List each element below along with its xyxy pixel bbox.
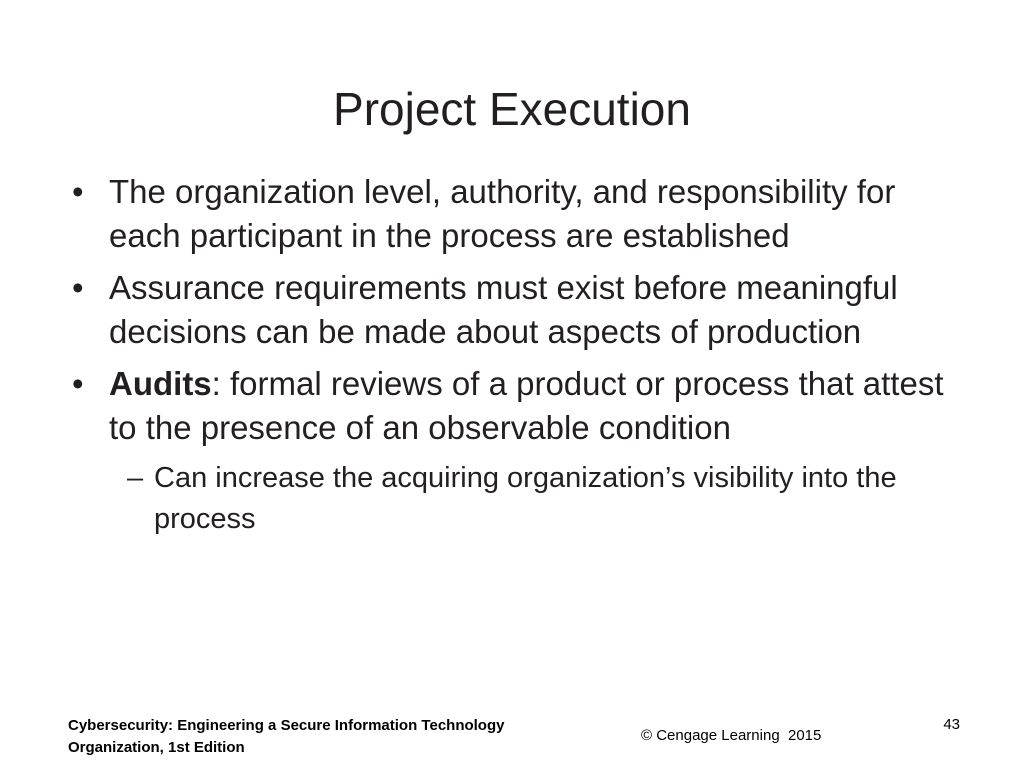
footer-book-line2: Organization, 1st Edition xyxy=(68,739,245,756)
bullet-marker: • xyxy=(72,269,84,306)
bullet-item xyxy=(72,362,972,450)
bullet-item xyxy=(72,170,972,258)
bullet-item xyxy=(72,266,972,354)
slide-body xyxy=(72,170,972,540)
footer-book-line1: Cybersecurity: Engineering a Secure Information Technology xyxy=(68,717,505,734)
sub-bullet-marker: – xyxy=(127,462,144,494)
bullet-text: : formal reviews of a product or process that attest to the presence of an observable condition xyxy=(109,365,944,446)
bullet-marker: • xyxy=(72,365,84,402)
bullet-text: Assurance requirements must exist before meaningful decisions can be made about aspects of production xyxy=(109,269,898,350)
page-number: 43 xyxy=(943,716,960,733)
sub-bullet-item xyxy=(127,458,972,540)
sub-bullet-text: Can increase the acquiring organization’s visibility into the process xyxy=(154,462,897,535)
bullet-text: The organization level, authority, and responsibility for each participant in the process are established xyxy=(109,173,896,254)
footer-copyright: © Cengage Learning 2015 xyxy=(641,727,822,744)
footer-book-title xyxy=(68,715,608,759)
bullet-bold-term: Audits xyxy=(109,365,212,402)
slide-title: Project Execution xyxy=(333,83,691,135)
bullet-marker: • xyxy=(72,173,84,210)
